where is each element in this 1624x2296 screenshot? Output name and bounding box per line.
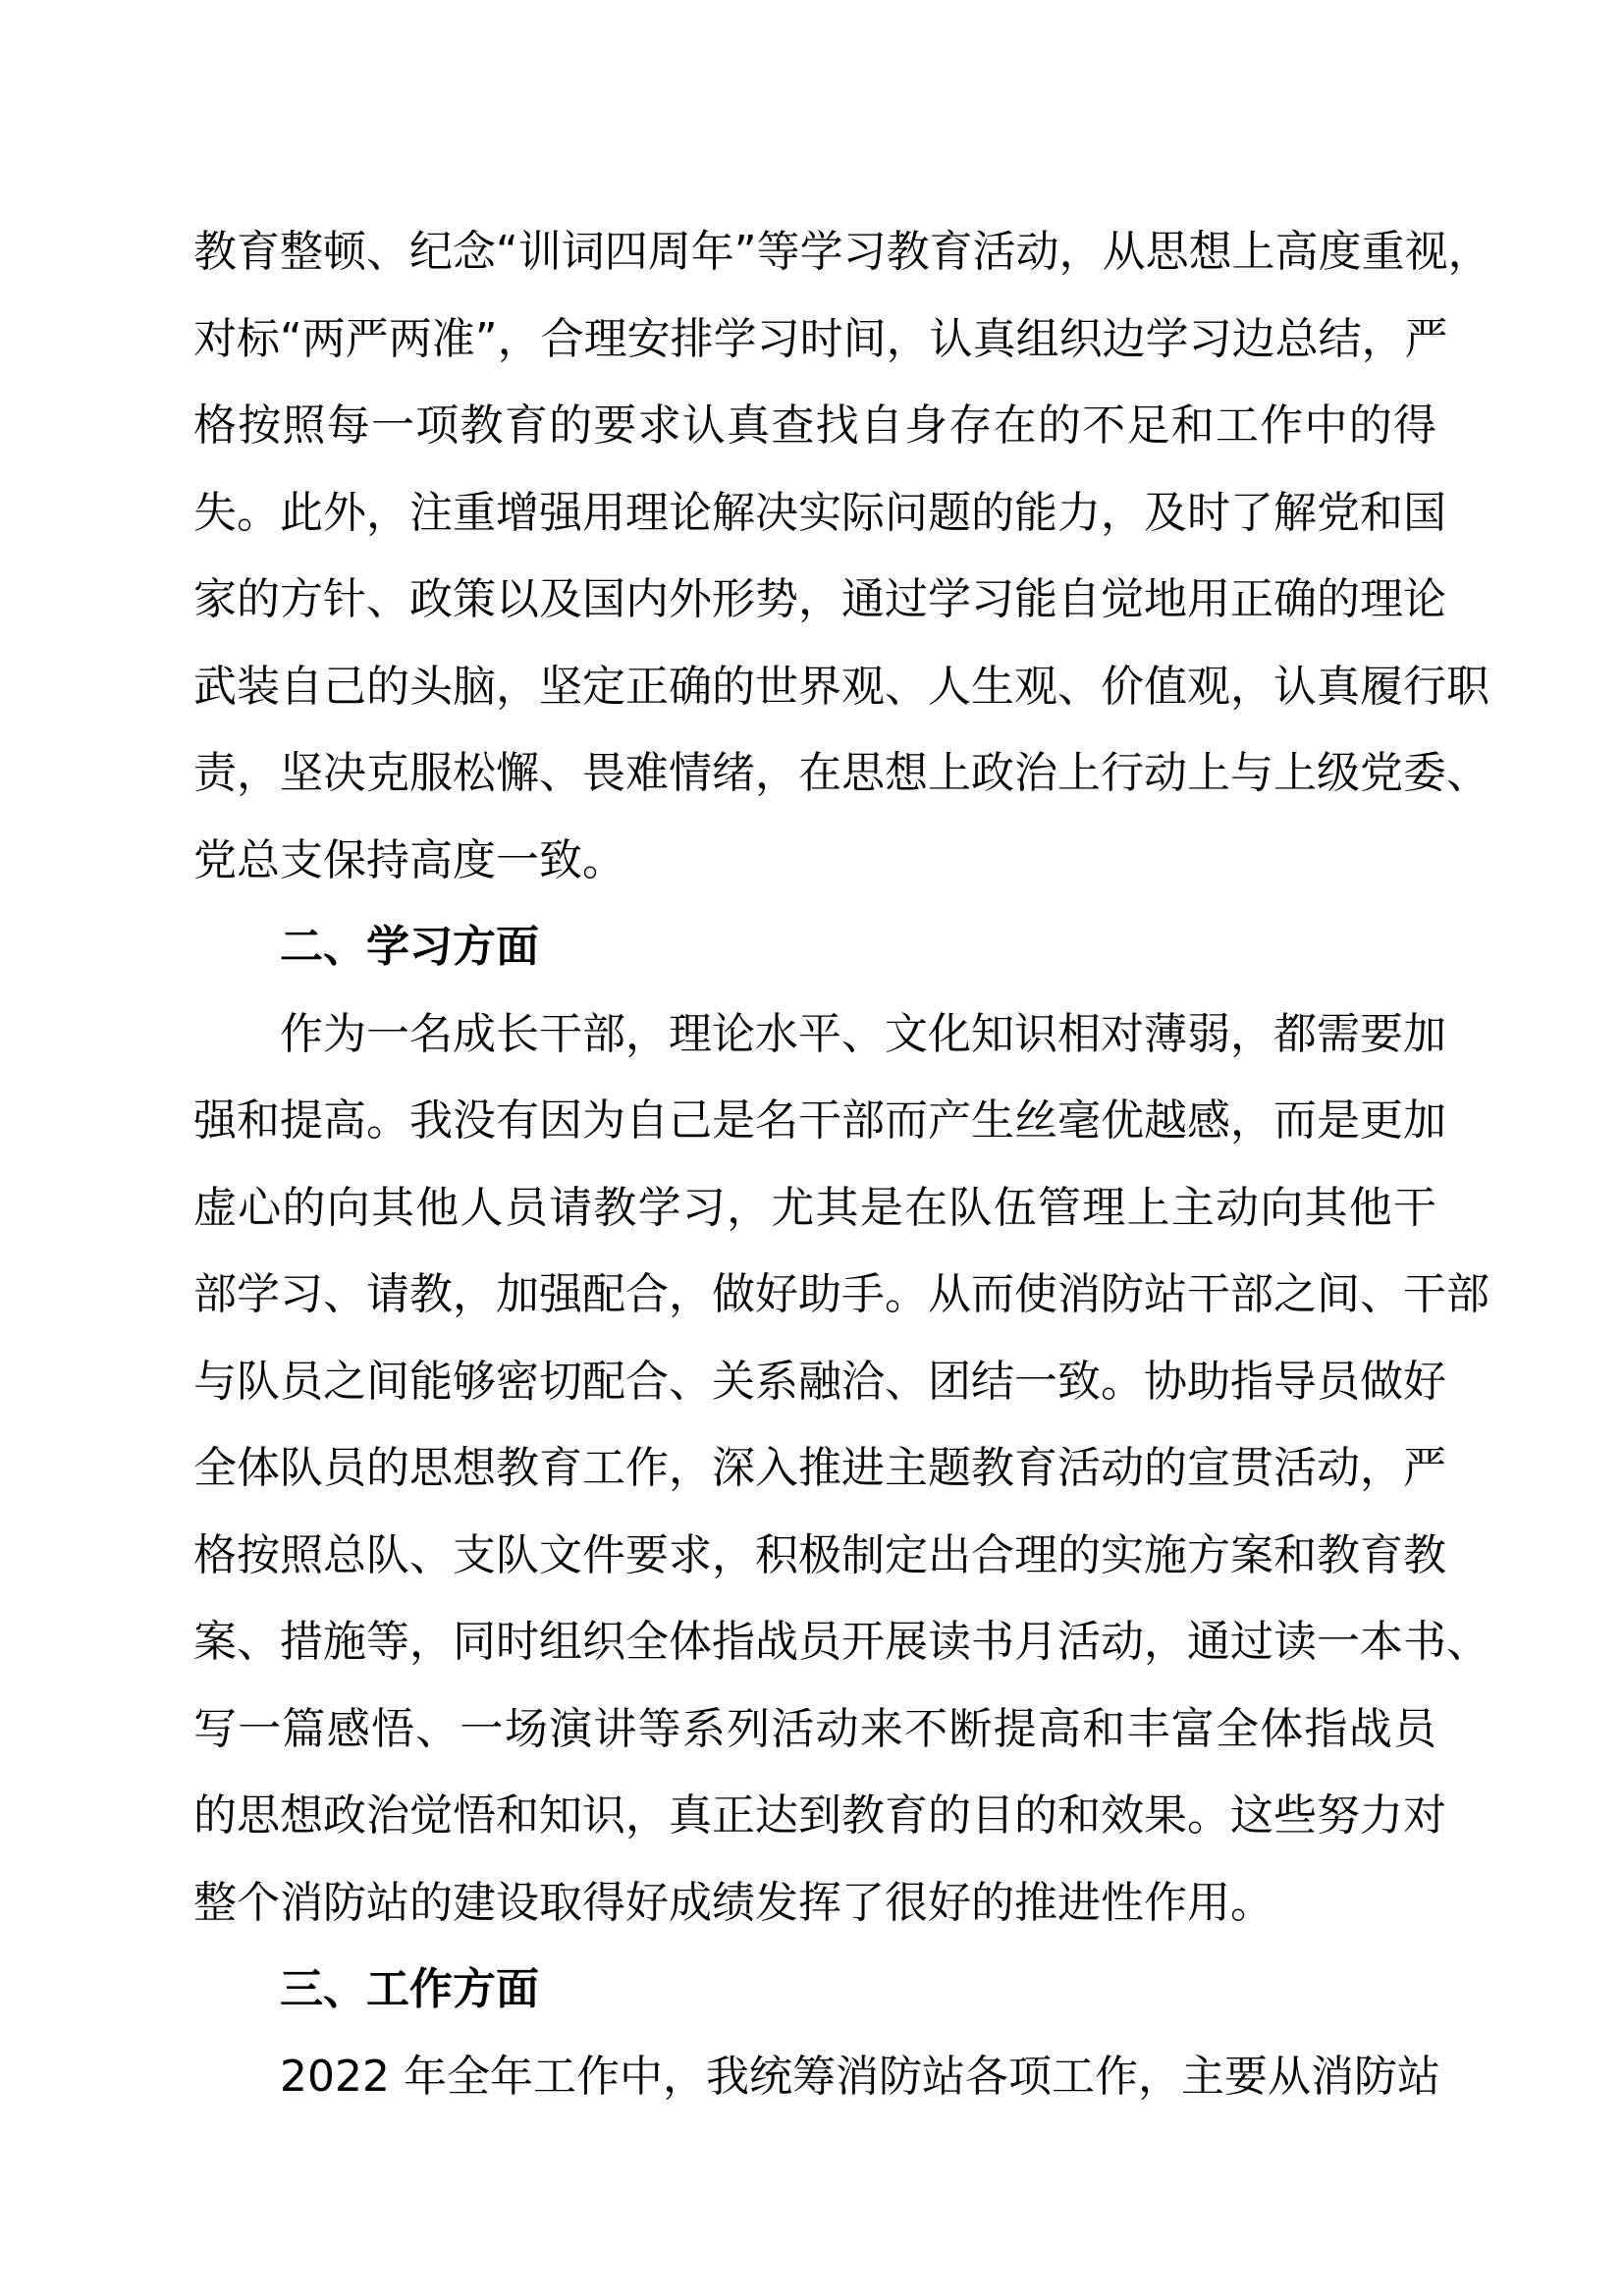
text-line: 与队员之间能够密切配合、关系融洽、团结一致。协助指导员做好 — [193, 1356, 1446, 1407]
text-line: 对标“两严两准”，合理安排学习时间，认真组织边学习边总结，严 — [193, 313, 1448, 364]
document-page — [193, 209, 1491, 2120]
text-line: 案、措施等，同时组织全体指战员开展读书月活动，通过读一本书、 — [193, 1617, 1489, 1667]
text-line: 格按照总队、支队文件要求，积极制定出合理的实施方案和教育教 — [193, 1529, 1446, 1580]
text-line: 整个消防站的建设取得好成绩发挥了很好的推进性作用。 — [193, 1877, 1273, 1928]
text-line: 写一篇感悟、一场演讲等系列活动来不断提高和丰富全体指战员 — [193, 1703, 1436, 1754]
paragraph-3 — [193, 2034, 1440, 2121]
text-line: 的思想政治觉悟和知识，真正达到教育的目的和效果。这些努力对 — [193, 1790, 1446, 1841]
paragraph-2 — [193, 991, 1489, 1948]
text-line: 教育整顿、纪念“训词四周年”等学习教育活动，从思想上高度重视， — [193, 227, 1491, 277]
text-line: 作为一名成长干部，理论水平、文化知识相对薄弱，都需要加 — [280, 1008, 1446, 1059]
text-line: 格按照每一项教育的要求认真查找自身存在的不足和工作中的得 — [193, 400, 1436, 451]
text-line: 全体队员的思想教育工作，深入推进主题教育活动的宣贯活动，严 — [193, 1443, 1446, 1493]
text-line: 部学习、请教，加强配合，做好助手。从而使消防站干部之间、干部 — [193, 1269, 1489, 1319]
text-line: 强和提高。我没有因为自己是名干部而产生丝毫优越感，而是更加 — [193, 1095, 1446, 1146]
paragraph-1 — [193, 209, 1491, 904]
text-line: 虚心的向其他人员请教学习，尤其是在队伍管理上主动向其他干 — [193, 1182, 1436, 1233]
text-line: 党总支保持高度一致。 — [193, 834, 625, 885]
text-line: 责，坚决克服松懈、畏难情绪，在思想上政治上行动上与上级党委、 — [193, 748, 1489, 798]
text-line: 武装自己的头脑，坚定正确的世界观、人生观、价值观，认真履行职 — [193, 661, 1489, 712]
text-line: 家的方针、政策以及国内外形势，通过学习能自觉地用正确的理论 — [193, 574, 1446, 624]
text-line: 失。此外，注重增强用理论解决实际问题的能力，及时了解党和国 — [193, 487, 1446, 538]
section-heading-study: 二、学习方面 — [280, 922, 539, 972]
text-line: 2022 年全年工作中，我统筹消防站各项工作，主要从消防站 — [280, 2051, 1440, 2102]
section-heading-work: 三、工作方面 — [280, 1964, 539, 2014]
